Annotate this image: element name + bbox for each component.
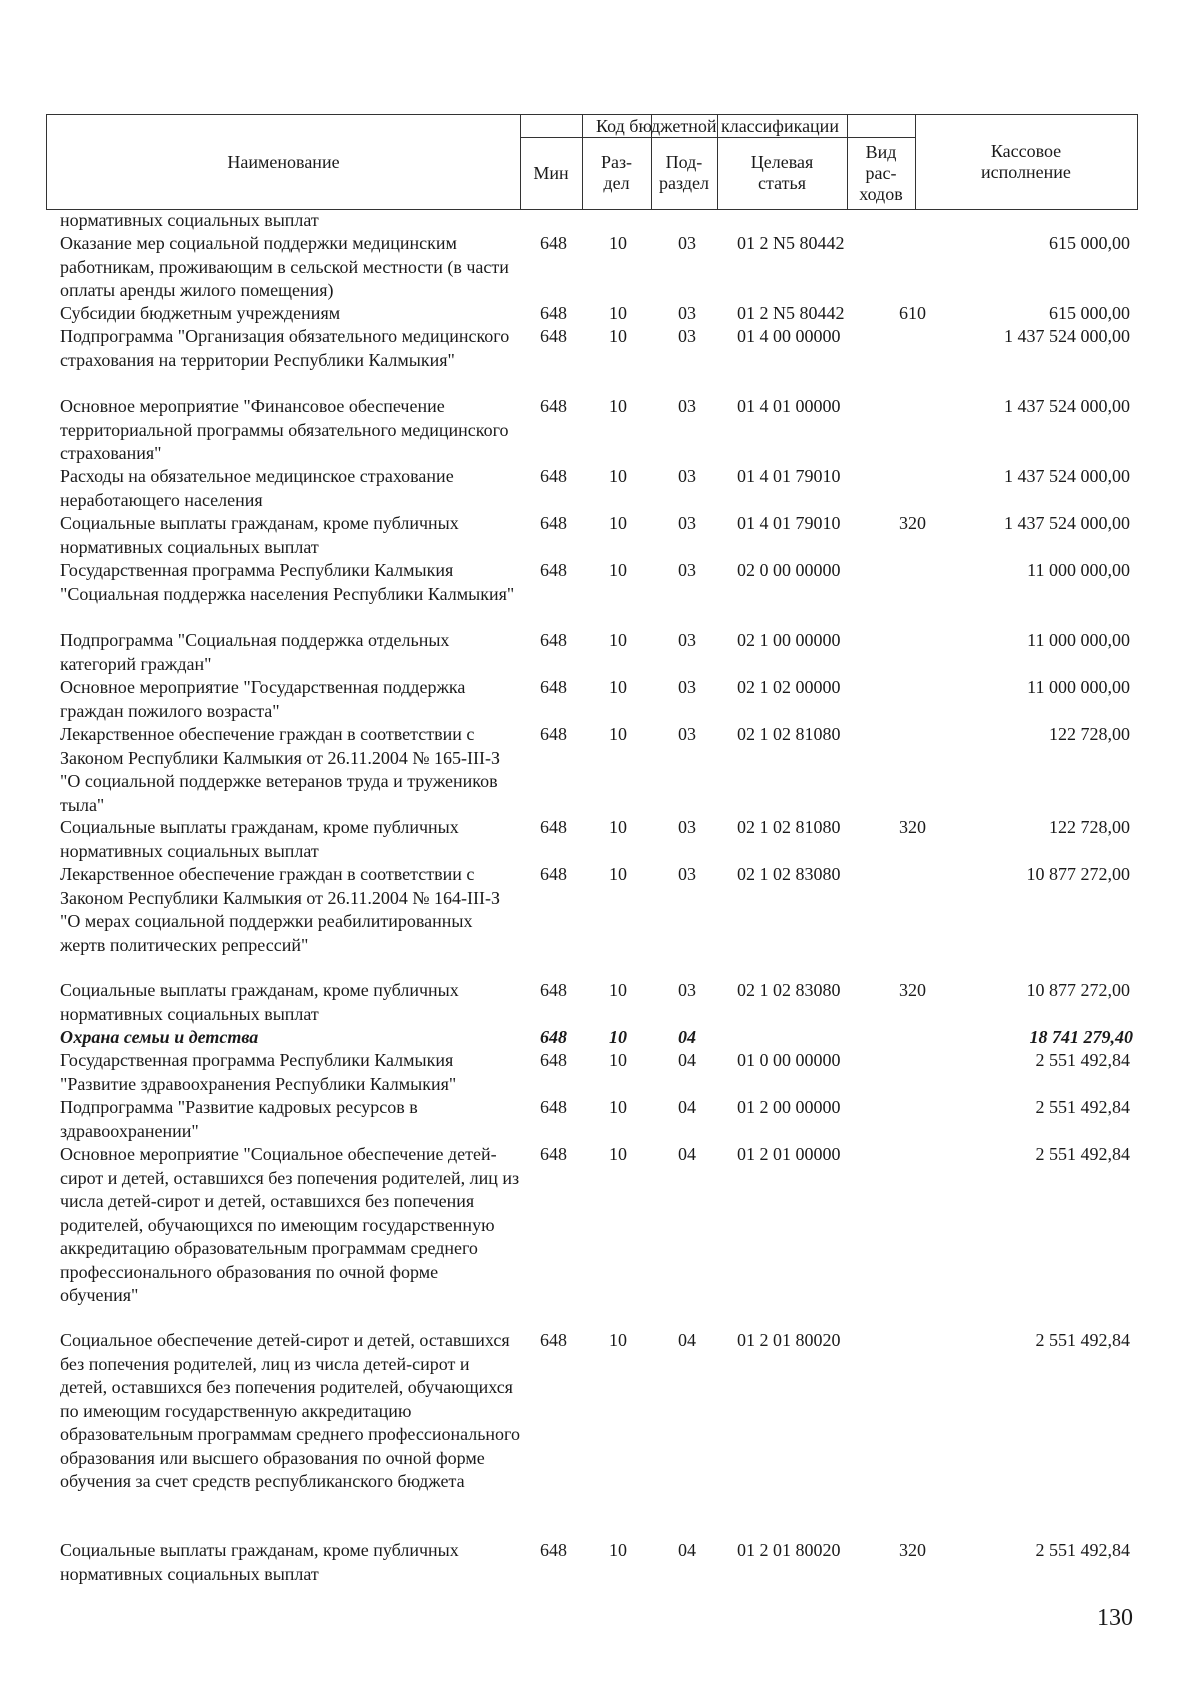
- row-razdel: 10: [609, 817, 627, 837]
- row-celevaya: 01 4 01 79010: [737, 513, 841, 533]
- row-podrazdel: 03: [678, 326, 696, 346]
- row-name: Основное мероприятие "Социальное обеспечение детей-сирот и детей, оставшихся без попечения родителей, лиц из числа детей-сирот и детей, оставшихся без попечения родителей, обучающихся по имеющим государственную аккредитацию образовательным программам среднего профессионального образования по очной форме обучения": [60, 1144, 520, 1305]
- row-name: Оказание мер социальной поддержки медицинским работникам, проживающим в сельской местности (в части оплаты аренды жилого помещения): [60, 233, 509, 300]
- row-razdel: 10: [609, 677, 627, 697]
- row-name: Социальное обеспечение детей-сирот и детей, оставшихся без попечения родителей, лиц из числа детей-сирот и детей, оставшихся без попечения родителей, обучающихся по имеющим государственную аккредитацию образовательным программам среднего профессионального образования или высшего образования по очной форме обучения за счет средств республиканского бюджета: [60, 1330, 520, 1491]
- row-razdel: 10: [609, 1540, 627, 1560]
- row-podrazdel: 03: [678, 630, 696, 650]
- row-sum: 1 437 524 000,00: [1004, 326, 1130, 346]
- row-podrazdel: 03: [678, 864, 696, 884]
- header-razdel: Раз- дел: [600, 152, 633, 193]
- row-min: 648: [540, 1540, 567, 1560]
- row-celevaya: 01 4 01 79010: [737, 466, 841, 486]
- row-podrazdel: 03: [678, 817, 696, 837]
- row-name: Субсидии бюджетным учреждениям: [60, 303, 341, 323]
- row-razdel: 10: [609, 303, 627, 323]
- row-razdel: 10: [609, 396, 627, 416]
- row-vid: 320: [899, 1540, 926, 1560]
- row-min: 648: [540, 1027, 567, 1047]
- row-name: Основное мероприятие "Финансовое обеспечение территориальной программы обязательного медицинского страхования": [60, 396, 509, 463]
- row-celevaya: 02 0 00 00000: [737, 560, 841, 580]
- row-sum: 11 000 000,00: [1027, 560, 1130, 580]
- row-sum: 10 877 272,00: [1026, 864, 1130, 884]
- row-min: 648: [540, 513, 567, 533]
- row-sum: 11 000 000,00: [1027, 677, 1130, 697]
- row-sum: 122 728,00: [1049, 724, 1130, 744]
- row-sum: 1 437 524 000,00: [1004, 396, 1130, 416]
- row-razdel: 10: [609, 864, 627, 884]
- row-name: Подпрограмма "Социальная поддержка отдельных категорий граждан": [60, 630, 450, 674]
- row-name: Государственная программа Республики Калмыкия "Развитие здравоохранения Республики Калмыкия": [60, 1050, 457, 1094]
- row-min: 648: [540, 1144, 567, 1164]
- row-vid: 320: [899, 513, 926, 533]
- row-min: 648: [540, 864, 567, 884]
- row-vid: 320: [899, 980, 926, 1000]
- row-celevaya: 02 1 02 83080: [737, 980, 841, 1000]
- row-razdel: 10: [609, 326, 627, 346]
- row-celevaya: 02 1 02 83080: [737, 864, 841, 884]
- row-razdel: 10: [609, 1027, 627, 1047]
- row-celevaya: 02 1 02 81080: [737, 724, 841, 744]
- row-celevaya: 01 2 N5 80442: [737, 233, 845, 253]
- row-name: Социальные выплаты гражданам, кроме публичных нормативных социальных выплат: [60, 817, 459, 861]
- row-vid: 320: [899, 817, 926, 837]
- row-min: 648: [540, 677, 567, 697]
- row-min: 648: [540, 630, 567, 650]
- row-podrazdel: 03: [678, 980, 696, 1000]
- row-min: 648: [540, 817, 567, 837]
- row-razdel: 10: [609, 724, 627, 744]
- row-sum: 10 877 272,00: [1026, 980, 1130, 1000]
- row-name: Социальные выплаты гражданам, кроме публичных нормативных социальных выплат: [60, 513, 459, 557]
- row-podrazdel: 03: [678, 303, 696, 323]
- row-name: Государственная программа Республики Калмыкия "Социальная поддержка населения Республики Калмыкия": [60, 560, 515, 604]
- header-vid: Вид рас- ходов: [859, 141, 903, 204]
- row-podrazdel: 04: [678, 1540, 696, 1560]
- row-celevaya: 01 2 00 00000: [737, 1097, 841, 1117]
- row-name: Лекарственное обеспечение граждан в соответствии с Законом Республики Калмыкия от 26.11.2004 № 165-III-З "О социальной поддержке ветеранов труда и тружеников тыла": [60, 724, 500, 815]
- row-razdel: 10: [609, 1330, 627, 1350]
- row-podrazdel: 03: [678, 560, 696, 580]
- row-min: 648: [540, 980, 567, 1000]
- row-min: 648: [540, 233, 567, 253]
- row-podrazdel: 04: [678, 1097, 696, 1117]
- header-kassa: Кассовое исполнение: [981, 141, 1071, 182]
- row-celevaya: 01 4 01 00000: [737, 396, 841, 416]
- row-sum: 2 551 492,84: [1035, 1050, 1130, 1070]
- row-razdel: 10: [609, 1144, 627, 1164]
- row-sum: 2 551 492,84: [1035, 1097, 1130, 1117]
- row-celevaya: 01 4 00 00000: [737, 326, 841, 346]
- row-celevaya: 01 2 01 80020: [737, 1330, 841, 1350]
- header-name: Наименование: [227, 151, 340, 172]
- row-sum: 615 000,00: [1049, 303, 1130, 323]
- row-name: Охрана семьи и детства: [60, 1027, 259, 1047]
- row-sum: 1 437 524 000,00: [1004, 513, 1130, 533]
- row-min: 648: [540, 466, 567, 486]
- page-number: 130: [1097, 1605, 1133, 1631]
- row-min: 648: [540, 724, 567, 744]
- header-code-group: Код бюджетной классификации: [596, 115, 839, 136]
- row-razdel: 10: [609, 980, 627, 1000]
- row-sum: 615 000,00: [1049, 233, 1130, 253]
- row-sum: 2 551 492,84: [1035, 1540, 1130, 1560]
- row-podrazdel: 03: [678, 233, 696, 253]
- row-podrazdel: 03: [678, 513, 696, 533]
- row-name: Расходы на обязательное медицинское страхование неработающего населения: [60, 466, 454, 510]
- row-celevaya: 02 1 02 81080: [737, 817, 841, 837]
- row-sum: 11 000 000,00: [1027, 630, 1130, 650]
- row-razdel: 10: [609, 630, 627, 650]
- row-vid: 610: [899, 303, 926, 323]
- row-min: 648: [540, 1050, 567, 1070]
- row-sum: 2 551 492,84: [1035, 1144, 1130, 1164]
- row-razdel: 10: [609, 1097, 627, 1117]
- row-podrazdel: 04: [678, 1027, 696, 1047]
- header-min: Мин: [533, 162, 569, 183]
- row-celevaya: 01 2 01 80020: [737, 1540, 841, 1560]
- row-podrazdel: 03: [678, 396, 696, 416]
- row-sum: 1 437 524 000,00: [1004, 466, 1130, 486]
- row-min: 648: [540, 1330, 567, 1350]
- row-min: 648: [540, 396, 567, 416]
- row-razdel: 10: [609, 466, 627, 486]
- header-podrazdel: Под- раздел: [659, 152, 709, 193]
- row-sum: 122 728,00: [1049, 817, 1130, 837]
- row-podrazdel: 03: [678, 677, 696, 697]
- row-razdel: 10: [609, 233, 627, 253]
- header-celevaya: Целевая статья: [750, 152, 814, 193]
- row-podrazdel: 03: [678, 466, 696, 486]
- row-razdel: 10: [609, 560, 627, 580]
- row-name: нормативных социальных выплат: [60, 210, 319, 230]
- row-razdel: 10: [609, 513, 627, 533]
- table-header: [46, 114, 1138, 210]
- row-name: Социальные выплаты гражданам, кроме публичных нормативных социальных выплат: [60, 1540, 459, 1584]
- row-name: Социальные выплаты гражданам, кроме публичных нормативных социальных выплат: [60, 980, 459, 1024]
- row-name: Основное мероприятие "Государственная поддержка граждан пожилого возраста": [60, 677, 466, 721]
- row-podrazdel: 04: [678, 1050, 696, 1070]
- row-podrazdel: 04: [678, 1330, 696, 1350]
- row-celevaya: 01 2 01 00000: [737, 1144, 841, 1164]
- row-celevaya: 01 0 00 00000: [737, 1050, 841, 1070]
- row-min: 648: [540, 560, 567, 580]
- row-razdel: 10: [609, 1050, 627, 1070]
- row-celevaya: 02 1 02 00000: [737, 677, 841, 697]
- row-celevaya: 02 1 00 00000: [737, 630, 841, 650]
- row-name: Лекарственное обеспечение граждан в соответствии с Законом Республики Калмыкия от 26.11.2004 № 164-III-З "О мерах социальной поддержки реабилитированных жертв политических репрессий": [60, 864, 500, 955]
- row-min: 648: [540, 326, 567, 346]
- row-sum: 18 741 279,40: [1029, 1027, 1133, 1047]
- row-sum: 2 551 492,84: [1035, 1330, 1130, 1350]
- row-podrazdel: 03: [678, 724, 696, 744]
- row-name: Подпрограмма "Организация обязательного медицинского страхования на территории Республики Калмыкия": [60, 326, 510, 370]
- row-celevaya: 01 2 N5 80442: [737, 303, 845, 323]
- row-min: 648: [540, 303, 567, 323]
- row-min: 648: [540, 1097, 567, 1117]
- row-podrazdel: 04: [678, 1144, 696, 1164]
- row-name: Подпрограмма "Развитие кадровых ресурсов в здравоохранении": [60, 1097, 418, 1141]
